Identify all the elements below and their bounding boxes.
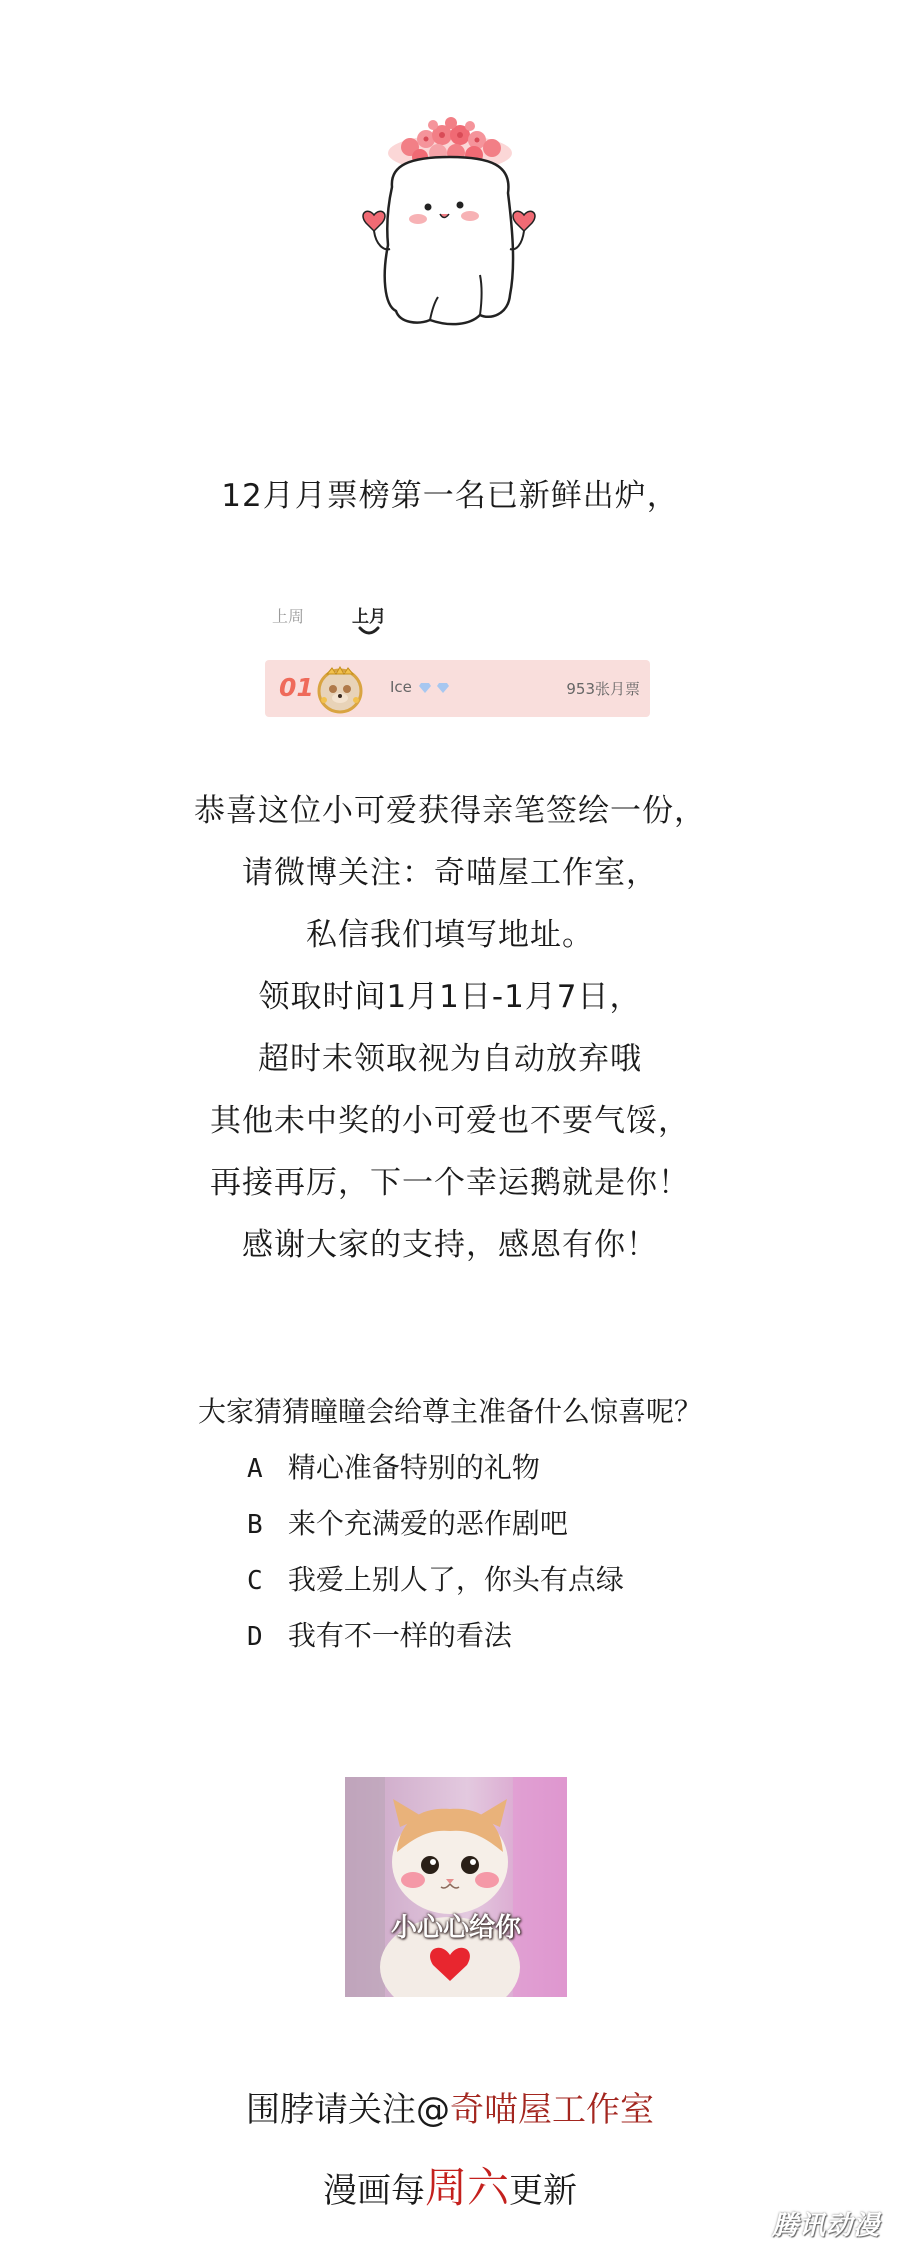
diamond-badge-icon [437, 683, 449, 693]
option-text: 我爱上别人了，你头有点绿 [287, 1563, 624, 1596]
option-letter: B [247, 1510, 263, 1540]
option-text: 我有不一样的看法 [287, 1619, 512, 1652]
ranking-tabs [272, 598, 472, 638]
announcement-line: 再接再厉，下一个幸运鹅就是你！ [210, 1165, 690, 1201]
update-schedule [0, 2155, 900, 2215]
option-letter: C [247, 1566, 263, 1596]
rank-username [390, 678, 449, 696]
tab-last-week[interactable]: 上周 [272, 607, 305, 626]
question-text: 大家猜猜瞳瞳会给尊主准备什么惊喜呢？ [197, 1395, 702, 1428]
option-a [247, 1440, 624, 1496]
tab-active-indicator-icon [358, 626, 380, 636]
update-weekday: 周六 [424, 2163, 509, 2212]
diamond-badge-icon [419, 683, 431, 693]
announcement-line: 超时未领取视为自动放弃哦 [258, 1041, 642, 1077]
follow-prefix: 围脖请关注@ [246, 2090, 450, 2130]
cat-sticker [345, 1777, 567, 1997]
option-c [247, 1552, 624, 1608]
schedule-prefix: 漫画每 [322, 2171, 425, 2211]
rank-votes: 953张月票 [566, 680, 640, 698]
schedule-suffix: 更新 [509, 2171, 577, 2211]
rank-number: 01 [279, 673, 314, 702]
announcement [0, 780, 900, 1276]
ranking-card[interactable] [265, 660, 650, 717]
announcement-line: 请微博关注：奇喵屋工作室， [242, 855, 658, 891]
option-letter: A [247, 1454, 263, 1484]
announcement-line: 私信我们填写地址。 [306, 917, 594, 953]
cat-photo-icon [345, 1777, 567, 1997]
announcement-line: 其他未中奖的小可爱也不要气馁， [210, 1103, 690, 1139]
announcement-line: 感谢大家的支持，感恩有你！ [242, 1227, 658, 1263]
sticker-caption: 小心心给你 [390, 1913, 521, 1943]
option-text: 来个充满爱的恶作剧吧 [287, 1507, 568, 1540]
tab-last-month[interactable]: 上月 [352, 607, 386, 627]
weibo-follow-line [0, 2082, 900, 2131]
headline: 12月月票榜第一名已新鲜出炉， [221, 478, 679, 514]
option-letter: D [247, 1622, 263, 1652]
avatar [315, 664, 365, 714]
mascot-illustration [330, 115, 570, 345]
option-d [247, 1608, 624, 1664]
option-text: 精心准备特别的礼物 [287, 1451, 540, 1484]
announcement-line: 恭喜这位小可爱获得亲笔签绘一份， [194, 793, 706, 829]
question-options [247, 1440, 624, 1664]
studio-name[interactable]: 奇喵屋工作室 [450, 2090, 654, 2130]
username-text: Ice [390, 678, 412, 696]
watermark-logo: 腾讯动漫 [771, 2211, 880, 2241]
announcement-line: 领取时间1月1日-1月7日， [258, 979, 642, 1015]
option-b [247, 1496, 624, 1552]
